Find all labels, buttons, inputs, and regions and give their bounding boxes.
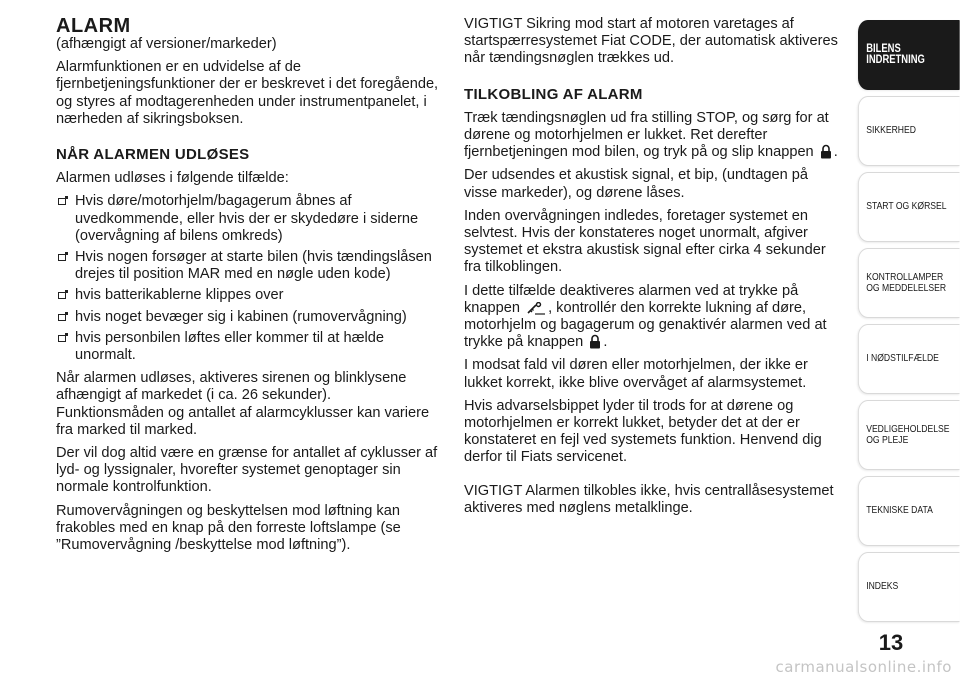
checkbox-bullet-icon <box>58 292 66 299</box>
list-item: hvis batterikablerne klippes over <box>56 287 440 304</box>
body-paragraph: Rumovervågningen og beskyttelsen mod løftning kan frakobles med en knap på den forreste loftslampe (se ”Rumovervågning /beskyttelse mod løftning”). <box>56 502 401 554</box>
list-item: Hvis nogen forsøger at starte bilen (hvis tændingslåsen drejes til position MAR med en nøgle uden kode) <box>56 249 440 283</box>
checkbox-bullet-icon <box>58 335 66 342</box>
page-number: 13 <box>878 630 904 655</box>
section-title: ALARM <box>56 15 131 37</box>
body-paragraph: Inden overvågningen indledes, foretager systemet en selvtest. Hvis der konstateres noget unormalt, afgiver systemet et ekstra akustisk signal efter cirka 4 sekunder fra tilkoblingen. <box>464 207 826 276</box>
important-note: VIGTIGT Sikring mod start af motoren varetages af startspærresystemet Fiat CODE, der automatisk aktiveres når tændingsnøglen trækkes ud. <box>464 16 838 67</box>
right-column <box>464 16 844 523</box>
important-note: VIGTIGT Alarmen tilkobles ikke, hvis centrallåsesystemet aktiveres med nøglens metalklinge. <box>464 482 834 516</box>
watermark: carmanualsonline.info <box>775 658 952 676</box>
padlock-icon <box>589 334 601 349</box>
body-paragraph: Træk tændingsnøglen ud fra stilling STOP, og sørg for at dørene og motorhjelmen er lukket. Ret derefter fjernbetjeningen mod bilen, og tryk på og slip knappen . <box>464 109 838 161</box>
checkbox-bullet-icon <box>58 314 66 321</box>
body-paragraph: Der udsendes et akustisk signal, et bip, (undtagen på visse markeder), og dørene låses. <box>464 167 808 201</box>
tab-i-nodstilfaelde[interactable]: I NØDSTILFÆLDE <box>858 324 960 394</box>
tab-start-og-korsel[interactable]: START OG KØRSEL <box>858 172 960 242</box>
chapter-tabs <box>858 20 960 628</box>
body-paragraph: I dette tilfælde deaktiveres alarmen ved at trykke på knappen , kontrollér den korrekte lukning af døre, motorhjelm og bagagerum og genaktivér alarmen ved at trykke på knappen . <box>464 282 827 351</box>
body-paragraph: Der vil dog altid være en grænse for antallet af cyklusser af lyd- og lyssignaler, hvorefter systemet genoptager sin normale kontrolfunktion. <box>56 445 438 496</box>
key-icon <box>526 302 546 315</box>
subsection-lead: Alarmen udløses i følgende tilfælde: <box>56 170 289 187</box>
tab-sikkerhed[interactable]: SIKKERHED <box>858 96 960 166</box>
list-item: hvis personbilen løftes eller kommer til at hælde unormalt. <box>56 330 440 364</box>
intro-paragraph: Alarmfunktionen er en udvidelse af de fjernbetjeningsfunktioner der er beskrevet i det foregående, og styres af modtagerenheden under instrumentpanelet, i nærheden af sikringsboksen. <box>56 59 439 127</box>
left-column <box>56 16 440 560</box>
body-paragraph: Hvis advarselsbippet lyder til trods for at dørene og motorhjelmen er korrekt lukket, betyder det at der er konstateret en fejl ved systemets funktion. Henvend dig derfor til Fiats servicenet. <box>464 397 822 466</box>
padlock-icon <box>820 144 832 159</box>
list-item: Hvis døre/motorhjelm/bagagerum åbnes af uvedkommende, eller hvis der er skydedøre i siderne (overvågning af bilens omkreds) <box>56 193 440 245</box>
trigger-list <box>56 193 440 364</box>
checkbox-bullet-icon <box>58 198 66 205</box>
tab-indeks[interactable]: INDEKS <box>858 552 960 622</box>
list-item: hvis noget bevæger sig i kabinen (rumovervågning) <box>56 309 440 326</box>
checkbox-bullet-icon <box>58 254 66 261</box>
subsection-heading: TILKOBLING AF ALARM <box>464 85 643 103</box>
subsection-heading: NÅR ALARMEN UDLØSES <box>56 146 250 164</box>
section-subtitle: (afhængigt af versioner/markeder) <box>56 36 277 52</box>
body-paragraph: Når alarmen udløses, aktiveres sirenen og blinklysene afhængigt af markedet (i ca. 26 sekunder). Funktionsmåden og antallet af alarmcyklusser kan variere fra marked til marked. <box>56 370 430 438</box>
tab-vedligeholdelse[interactable]: VEDLIGEHOLDELSE OG PLEJE <box>858 400 960 470</box>
tab-kontrollamper[interactable]: KONTROLLAMPER OG MEDDELELSER <box>858 248 960 318</box>
tab-bilens-indretning[interactable]: BILENS INDRETNING <box>858 20 960 90</box>
body-paragraph: I modsat fald vil døren eller motorhjelmen, der ikke er lukket korrekt, ikke blive overvåget af alarmsystemet. <box>464 357 808 391</box>
tab-tekniske-data[interactable]: TEKNISKE DATA <box>858 476 960 546</box>
